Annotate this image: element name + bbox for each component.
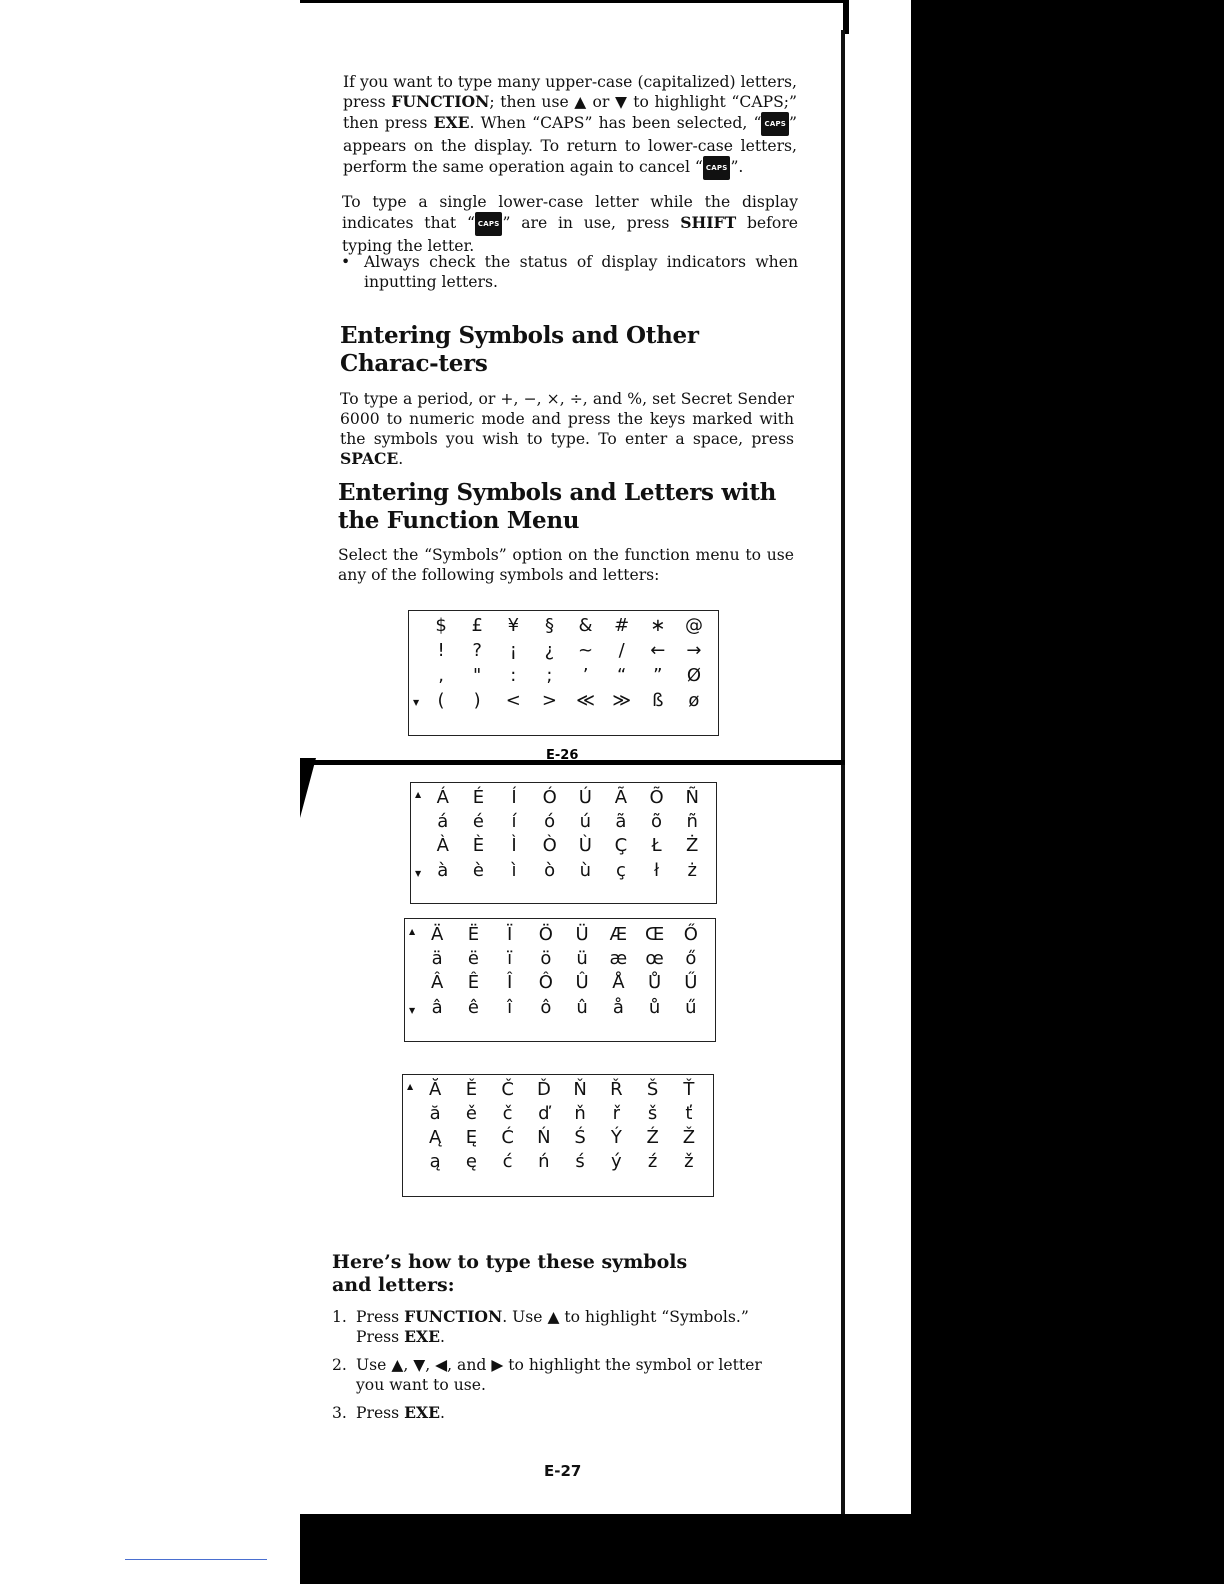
- symbol-cell[interactable]: Ă: [428, 1079, 442, 1100]
- previous-page-number: E-26: [546, 748, 579, 763]
- symbol-cell[interactable]: “: [617, 665, 627, 686]
- symbol-cell[interactable]: í: [511, 811, 517, 832]
- bullet-text: Always check the status of display indicators when inputting letters.: [364, 253, 798, 291]
- symbol-cell[interactable]: &: [578, 615, 593, 636]
- symbol-cell[interactable]: ś: [575, 1151, 585, 1172]
- symbol-cell[interactable]: ¡: [509, 640, 517, 661]
- symbol-cell[interactable]: ø: [688, 690, 700, 711]
- symbol-cell[interactable]: Ý: [610, 1127, 622, 1148]
- symbol-cell[interactable]: Ř: [610, 1079, 623, 1100]
- symbol-cell[interactable]: Ú: [578, 787, 592, 808]
- step-number: 2.: [332, 1356, 347, 1374]
- symbol-cell[interactable]: Ń: [537, 1127, 551, 1148]
- symbol-cell[interactable]: ä: [431, 948, 443, 969]
- symbol-cell[interactable]: ù: [579, 860, 592, 881]
- symbol-cell[interactable]: ó: [544, 811, 556, 832]
- caps-indicator-icon: CAPS: [761, 112, 789, 136]
- symbol-cell[interactable]: ž: [684, 1151, 694, 1172]
- symbol-cell[interactable]: Š: [646, 1079, 659, 1100]
- symbol-cell[interactable]: Ë: [467, 924, 480, 945]
- symbol-cell[interactable]: Ã: [614, 787, 628, 808]
- symbol-cell[interactable]: <: [505, 690, 521, 711]
- symbol-cell[interactable]: Æ: [609, 924, 628, 945]
- symbol-cell[interactable]: ż: [687, 860, 697, 881]
- top-corner-mark: [843, 0, 849, 34]
- shift-paragraph: To type a single lower-case letter while the display indicates that “ CAPS ” are in use, press SHIFT before typing the letter.: [342, 193, 798, 255]
- symbol-cell[interactable]: Ě: [465, 1079, 478, 1100]
- symbol-cell[interactable]: ô: [540, 997, 552, 1018]
- symbol-cell[interactable]: Î: [506, 972, 513, 993]
- symbol-table-1: [408, 610, 719, 736]
- step-3-text: Press EXE.: [356, 1403, 445, 1422]
- symbol-cell[interactable]: >: [541, 690, 557, 711]
- how-to-heading: Here’s how to type these symbols and letters:: [332, 1251, 688, 1296]
- symbol-cell[interactable]: ă: [429, 1103, 441, 1124]
- symbol-cell[interactable]: á: [437, 811, 449, 832]
- symbol-cell[interactable]: ←: [650, 640, 666, 661]
- symbol-cell[interactable]: À: [436, 835, 449, 856]
- symbol-cell[interactable]: ": [473, 665, 482, 686]
- symbol-cell[interactable]: à: [437, 860, 449, 881]
- symbol-cell[interactable]: ≪: [576, 690, 595, 711]
- symbol-cell[interactable]: Ç: [614, 835, 628, 856]
- symbol-cell[interactable]: /: [618, 640, 625, 661]
- symbol-cell[interactable]: Á: [436, 787, 449, 808]
- symbol-cell[interactable]: :: [510, 665, 517, 686]
- symbol-cell[interactable]: ~: [578, 640, 594, 661]
- symbol-cell[interactable]: Ê: [467, 972, 480, 993]
- symbol-cell[interactable]: £: [471, 615, 483, 636]
- scroll-up-icon: ▲: [407, 1082, 414, 1091]
- symbol-cell[interactable]: ň: [574, 1103, 586, 1124]
- symbol-cell[interactable]: Ż: [686, 835, 699, 856]
- symbol-cell[interactable]: Ä: [430, 924, 444, 945]
- symbol-cell[interactable]: ť: [685, 1103, 693, 1124]
- symbol-cell[interactable]: →: [686, 640, 702, 661]
- symbol-cell[interactable]: ź: [647, 1151, 658, 1172]
- symbol-cell[interactable]: Ť: [683, 1079, 695, 1100]
- symbol-cell[interactable]: š: [647, 1103, 658, 1124]
- symbol-cell[interactable]: ’: [582, 665, 589, 686]
- symbol-cell[interactable]: Ď: [536, 1079, 551, 1100]
- symbol-cell[interactable]: Ć: [501, 1127, 514, 1148]
- symbol-cell[interactable]: ý: [611, 1151, 622, 1172]
- scroll-down-icon: ▼: [413, 698, 420, 707]
- symbol-cell[interactable]: $: [435, 615, 447, 636]
- section-heading-function-menu: Entering Symbols and Letters with the Function Menu: [338, 479, 777, 534]
- symbol-cell[interactable]: Ž: [682, 1127, 696, 1148]
- symbol-cell[interactable]: Ź: [646, 1127, 659, 1148]
- symbol-table-3: [404, 918, 716, 1042]
- symbol-cell[interactable]: Ś: [574, 1127, 586, 1148]
- symbol-cell[interactable]: î: [507, 997, 513, 1018]
- scroll-up-icon: ▲: [415, 790, 422, 799]
- symbols-paragraph: To type a period, or +, −, ×, ÷, and %, set Secret Sender 6000 to numeric mode and press the keys marked with the symbols you wish to type. To enter a space, press SPACE.: [340, 390, 794, 468]
- symbol-cell[interactable]: Ü: [575, 924, 589, 945]
- symbol-cell[interactable]: û: [576, 997, 588, 1018]
- symbol-cell[interactable]: ;: [546, 665, 553, 686]
- symbol-table-4: [402, 1074, 714, 1197]
- caps-indicator-icon: CAPS: [703, 156, 731, 180]
- symbol-cell[interactable]: ?: [472, 640, 482, 661]
- symbol-cell[interactable]: Í: [511, 787, 517, 808]
- symbol-cell[interactable]: ”: [653, 665, 663, 686]
- symbol-cell[interactable]: §: [544, 615, 554, 636]
- page-seam-wedge: [300, 758, 316, 818]
- page-number: E-27: [544, 1462, 582, 1480]
- symbol-cell[interactable]: Û: [575, 972, 589, 993]
- page-edge: [841, 30, 845, 1514]
- symbol-cell[interactable]: ů: [648, 997, 661, 1018]
- symbol-cell[interactable]: Ö: [538, 924, 553, 945]
- symbol-cell[interactable]: Ñ: [685, 787, 699, 808]
- symbol-cell[interactable]: ï: [507, 948, 513, 969]
- symbol-cell[interactable]: â: [431, 997, 443, 1018]
- symbol-cell[interactable]: ę: [465, 1151, 477, 1172]
- section-heading-symbols: Entering Symbols and Other Charac-ters: [340, 322, 699, 377]
- symbol-cell[interactable]: Ę: [465, 1127, 478, 1148]
- symbol-cell[interactable]: ê: [467, 997, 479, 1018]
- symbol-cell[interactable]: ő: [685, 948, 697, 969]
- symbol-table-2: [410, 782, 717, 904]
- symbol-cell[interactable]: Ù: [578, 835, 592, 856]
- symbol-cell[interactable]: ì: [511, 860, 517, 881]
- symbol-cell[interactable]: é: [472, 811, 484, 832]
- symbol-cell[interactable]: Ï: [506, 924, 513, 945]
- symbol-cell[interactable]: (: [437, 690, 445, 711]
- symbol-cell[interactable]: Ô: [538, 972, 553, 993]
- symbol-cell[interactable]: ń: [538, 1151, 550, 1172]
- symbol-cell[interactable]: õ: [651, 811, 663, 832]
- bottom-link-underline: [125, 1559, 267, 1560]
- symbol-cell[interactable]: ł: [654, 860, 660, 881]
- step-number: 1.: [332, 1308, 347, 1326]
- symbol-cell[interactable]: È: [472, 835, 485, 856]
- symbol-cell[interactable]: č: [502, 1103, 513, 1124]
- symbol-cell[interactable]: ): [473, 690, 481, 711]
- symbol-cell[interactable]: ò: [544, 860, 556, 881]
- symbol-cell[interactable]: ñ: [686, 811, 698, 832]
- symbol-cell[interactable]: Ň: [573, 1079, 587, 1100]
- symbol-cell[interactable]: ć: [502, 1151, 513, 1172]
- symbol-cell[interactable]: ,: [438, 665, 444, 686]
- symbol-cell[interactable]: @: [684, 615, 703, 636]
- symbol-cell[interactable]: ř: [612, 1103, 621, 1124]
- symbol-cell[interactable]: å: [612, 997, 624, 1018]
- step-number: 3.: [332, 1404, 347, 1422]
- symbol-cell[interactable]: ã: [615, 811, 627, 832]
- symbol-cell[interactable]: ď: [538, 1103, 550, 1124]
- step-1-text: Press FUNCTION. Use ▲ to highlight “Symbols.” Press EXE.: [356, 1307, 749, 1346]
- symbol-cell[interactable]: ç: [615, 860, 626, 881]
- symbol-cell[interactable]: ö: [540, 948, 552, 969]
- top-border: [300, 0, 845, 3]
- symbol-cell[interactable]: Ò: [542, 835, 557, 856]
- symbol-cell[interactable]: Ą: [428, 1127, 442, 1148]
- scan-border-right: [911, 0, 1224, 1584]
- symbol-cell[interactable]: Ø: [686, 665, 702, 686]
- symbol-cell[interactable]: œ: [645, 948, 664, 969]
- symbol-cell[interactable]: ą: [429, 1151, 441, 1172]
- symbol-cell[interactable]: Ó: [542, 787, 557, 808]
- symbol-cell[interactable]: !: [437, 640, 445, 661]
- symbol-cell[interactable]: æ: [609, 948, 628, 969]
- bullet-mark: •: [341, 253, 351, 271]
- symbol-cell[interactable]: ű: [685, 997, 697, 1018]
- symbol-cell[interactable]: Ì: [511, 835, 517, 856]
- symbol-cell[interactable]: Ł: [651, 835, 662, 856]
- symbol-cell[interactable]: Œ: [644, 924, 665, 945]
- symbol-cell[interactable]: è: [472, 860, 484, 881]
- symbol-cell[interactable]: ě: [465, 1103, 477, 1124]
- scroll-down-icon: ▼: [415, 869, 422, 878]
- symbol-cell[interactable]: ë: [467, 948, 479, 969]
- symbol-cell[interactable]: ß: [652, 690, 664, 711]
- caps-paragraph: If you want to type many upper-case (capitalized) letters, press FUNCTION; then use ▲ or ▼ to highlight “CAPS;” then press EXE. When “CAPS” has been selected, “ CAPS ” appears on the display. To return to lower-case letters, perform the same operation again to cancel “ CAPS ”.: [343, 72, 797, 180]
- symbol-cell[interactable]: ≫: [612, 690, 632, 711]
- symbol-cell[interactable]: ú: [579, 811, 592, 832]
- symbol-cell[interactable]: É: [472, 787, 485, 808]
- function-menu-paragraph: Select the “Symbols” option on the function menu to use any of the following symbols and letters:: [338, 546, 794, 584]
- caps-indicator-icon: CAPS: [475, 212, 503, 236]
- symbol-cell[interactable]: Ů: [648, 972, 662, 993]
- scroll-up-icon: ▲: [409, 927, 416, 936]
- symbol-cell[interactable]: Å: [612, 972, 625, 993]
- symbol-cell[interactable]: Õ: [649, 787, 664, 808]
- scan-border-bottom: [300, 1514, 1224, 1584]
- symbol-cell[interactable]: ¿: [544, 640, 555, 661]
- symbol-cell[interactable]: Ű: [684, 972, 698, 993]
- symbol-cell[interactable]: ¥: [507, 615, 520, 636]
- symbol-cell[interactable]: Â: [430, 972, 444, 993]
- step-2-text: Use ▲, ▼, ◀, and ▶ to highlight the symbol or letter you want to use.: [356, 1356, 762, 1394]
- symbol-cell[interactable]: #: [614, 615, 630, 636]
- symbol-cell[interactable]: ∗: [650, 615, 666, 636]
- symbol-cell[interactable]: Č: [501, 1079, 514, 1100]
- scroll-down-icon: ▼: [409, 1006, 416, 1015]
- symbol-cell[interactable]: Ő: [683, 924, 698, 945]
- symbol-cell[interactable]: ü: [576, 948, 588, 969]
